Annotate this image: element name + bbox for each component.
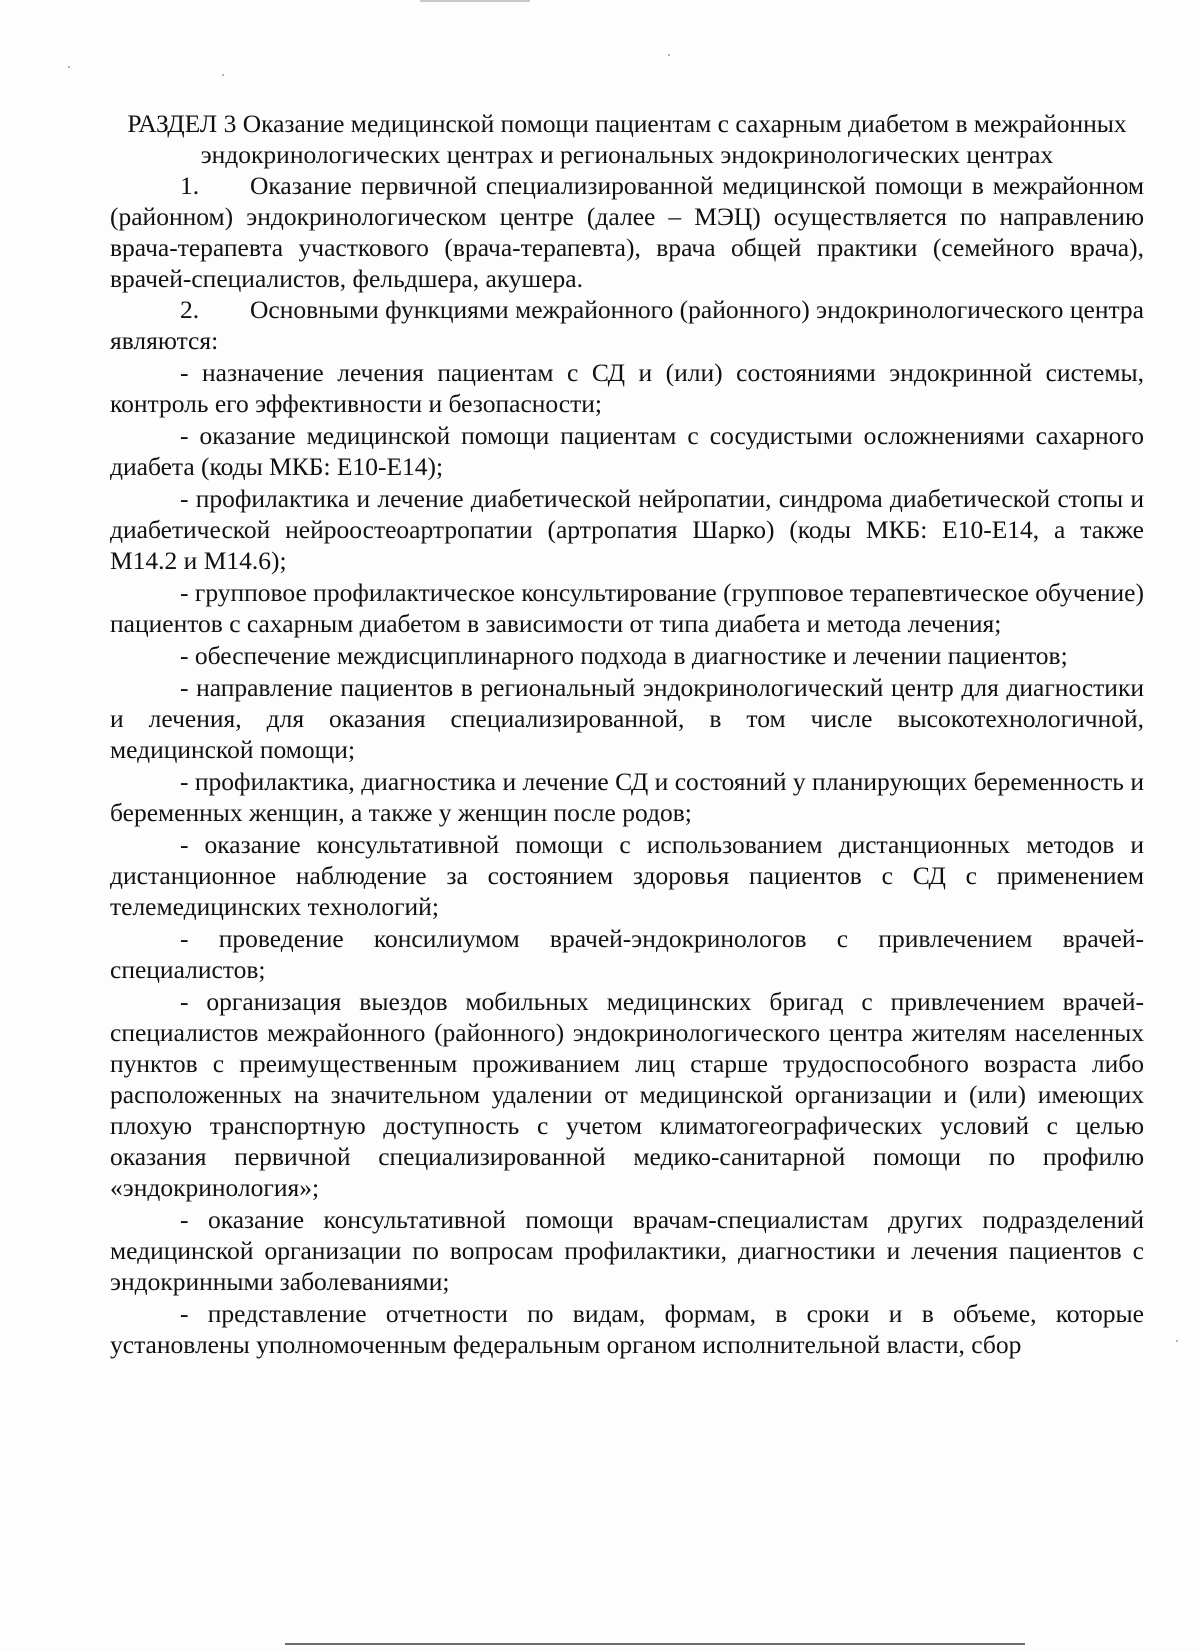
document-body	[110, 108, 1144, 1360]
paragraph-text: Оказание первичной специализированной медицинской помощи в межрайонном (районном) эндокринологическом центре (далее – МЭЦ) осуществляется по направлению врача-терапевта участкового (врача-терапевта), врача общей практики (семейного врача), врачей-специалистов, фельдшера, акушера.	[110, 171, 1144, 293]
scan-bottom-edge	[285, 1643, 1025, 1645]
numbered-paragraph	[110, 294, 1144, 356]
scan-speck	[668, 54, 670, 56]
list-item: - оказание консультативной помощи с использованием дистанционных методов и дистанционное наблюдение за состоянием здоровья пациентов с СД с применением телемедицинских технологий;	[110, 830, 1144, 921]
list-item: - организация выездов мобильных медицинских бригад с привлечением врачей-специалистов межрайонного (районного) эндокринологического центра жителям населенных пунктов с преимущественным проживанием лиц старше трудоспособного возраста либо расположенных на значительном удалении от медицинской организации и (или) имеющих плохую транспортную доступность с учетом климатогеографических условий с целью оказания первичной специализированной медико-санитарной помощи по профилю «эндокринология»;	[110, 987, 1144, 1202]
paragraph-text: Основными функциями межрайонного (районного) эндокринологического центра являются:	[110, 295, 1144, 355]
section-title: РАЗДЕЛ 3 Оказание медицинской помощи пациентам с сахарным диабетом в межрайонных эндокринологических центрах и региональных эндокринологических центрах	[127, 109, 1127, 169]
scan-edge-mark	[420, 0, 530, 2]
paragraph-number: 2.	[180, 295, 200, 324]
list-item: - обеспечение междисциплинарного подхода в диагностике и лечении пациентов;	[180, 641, 1068, 670]
numbered-paragraph	[110, 170, 1144, 294]
list-item: - оказание консультативной помощи врачам-специалистам других подразделений медицинской организации по вопросам профилактики, диагностики и лечения пациентов с эндокринными заболеваниями;	[110, 1205, 1144, 1296]
list-item: - назначение лечения пациентам с СД и (или) состояниями эндокринной системы, контроль его эффективности и безопасности;	[110, 358, 1144, 418]
scan-speck	[68, 66, 70, 68]
list-item: - профилактика, диагностика и лечение СД и состояний у планирующих беременность и беременных женщин, а также у женщин после родов;	[110, 767, 1144, 827]
scan-speck	[222, 74, 224, 76]
list-item: - профилактика и лечение диабетической нейропатии, синдрома диабетической стопы и диабетической нейроостеоартропатии (артропатия Шарко) (коды МКБ: Е10-Е14, а также М14.2 и М14.6);	[110, 484, 1144, 575]
list-item: - направление пациентов в региональный эндокринологический центр для диагностики и лечения, для оказания специализированной, в том числе высокотехнологичной, медицинской помощи;	[110, 673, 1144, 764]
list-item: - представление отчетности по видам, формам, в сроки и в объеме, которые установлены уполномоченным федеральным органом исполнительной власти, сбор	[110, 1299, 1144, 1359]
list-item: - групповое профилактическое консультирование (групповое терапевтическое обучение) пациентов с сахарным диабетом в зависимости от типа диабета и метода лечения;	[110, 578, 1144, 638]
paragraph-number: 1.	[180, 171, 200, 200]
scan-speck	[1176, 1340, 1178, 1342]
list-item: - проведение консилиумом врачей-эндокринологов с привлечением врачей-специалистов;	[110, 924, 1144, 984]
list-item: - оказание медицинской помощи пациентам с сосудистыми осложнениями сахарного диабета (коды МКБ: Е10-Е14);	[110, 421, 1144, 481]
